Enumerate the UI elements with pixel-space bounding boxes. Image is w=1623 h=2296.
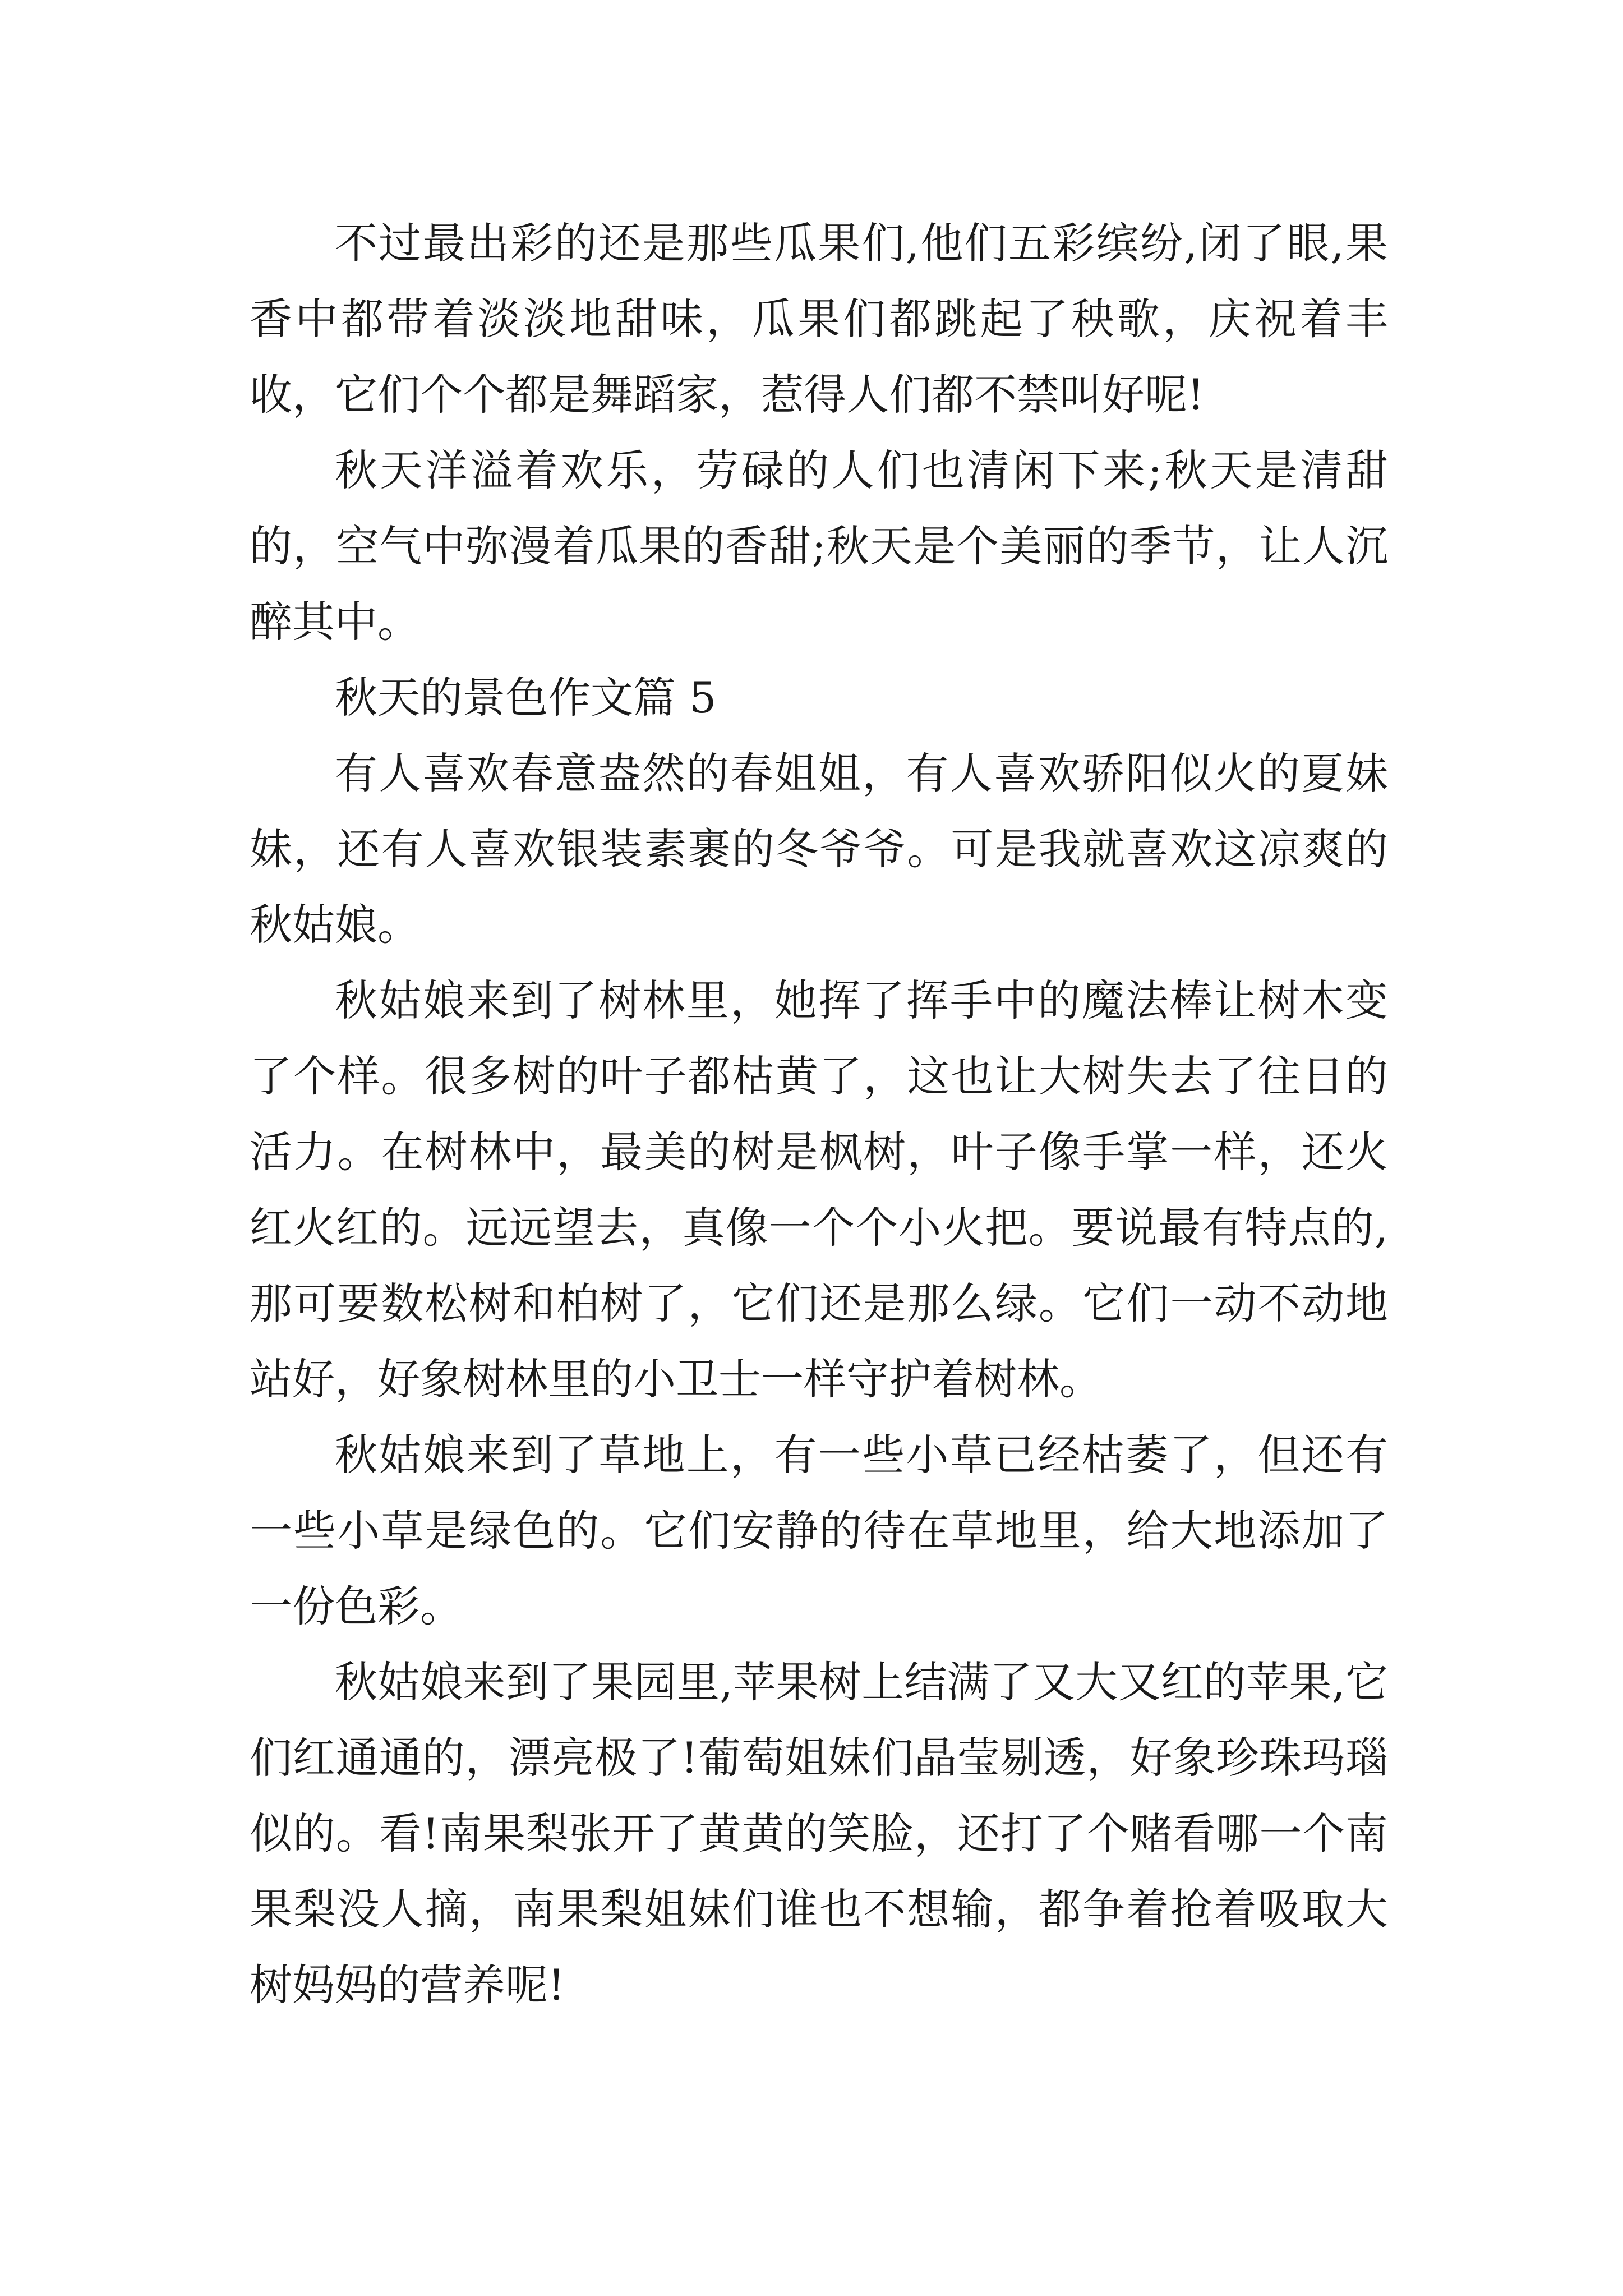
document-body [250, 205, 1388, 2023]
paragraph-autumn-joy: 秋天洋溢着欢乐，劳碌的人们也清闲下来;秋天是清甜的，空气中弥漫着瓜果的香甜;秋天是个美丽的季节，让人沉醉其中。 [250, 445, 1388, 647]
paragraph-fruits: 不过最出彩的还是那些瓜果们,他们五彩缤纷,闭了眼,果香中都带着淡淡地甜味，瓜果们都跳起了秧歌，庆祝着丰收，它们个个都是舞蹈家，惹得人们都不禁叫好呢! [250, 218, 1388, 420]
paragraph-seasons: 有人喜欢春意盎然的春姐姐，有人喜欢骄阳似火的夏妹妹，还有人喜欢银装素裹的冬爷爷。可是我就喜欢这凉爽的秋姑娘。 [250, 748, 1388, 950]
section-heading: 秋天的景色作文篇 5 [335, 673, 717, 723]
paragraph-forest: 秋姑娘来到了树林里，她挥了挥手中的魔法棒让树木变了个样。很多树的叶子都枯黄了，这也让大树失去了往日的活力。在树林中，最美的树是枫树，叶子像手掌一样，还火红火红的。远远望去，真像一个个小火把。要说最有特点的,那可要数松树和柏树了，它们还是那么绿。它们一动不动地站好，好象树林里的小卫士一样守护着树林。 [250, 976, 1388, 1404]
paragraph-orchard: 秋姑娘来到了果园里,苹果树上结满了又大又红的苹果,它们红通通的，漂亮极了!葡萄姐妹们晶莹剔透，好象珍珠玛瑙似的。看!南果梨张开了黄黄的笑脸，还打了个赌看哪一个南果梨没人摘，南果梨姐妹们谁也不想输，都争着抢着吸取大树妈妈的营养呢! [250, 1657, 1388, 2010]
paragraph-grassland: 秋姑娘来到了草地上，有一些小草已经枯萎了，但还有一些小草是绿色的。它们安静的待在草地里，给大地添加了一份色彩。 [250, 1430, 1388, 1631]
